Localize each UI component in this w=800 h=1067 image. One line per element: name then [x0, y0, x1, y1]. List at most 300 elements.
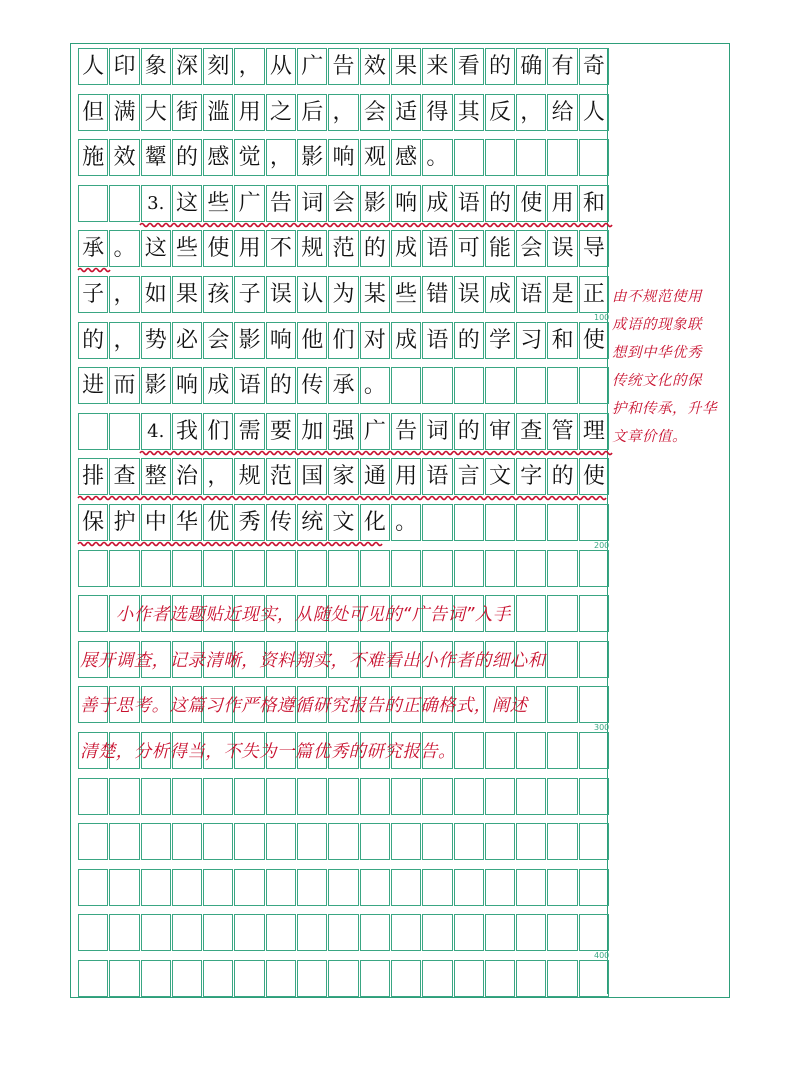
grid-cell: 传 — [266, 504, 296, 541]
grid-row — [78, 550, 610, 587]
grid-cell — [516, 960, 546, 997]
grid-cell: 强 — [328, 413, 358, 450]
grid-cell — [297, 960, 327, 997]
grid-row — [78, 504, 610, 541]
grid-cell: 词 — [297, 185, 327, 222]
grid-cell: 。 — [391, 504, 421, 541]
grid-cell: 文 — [485, 458, 515, 495]
grid-cell — [422, 914, 452, 951]
grid-cell — [579, 914, 609, 951]
grid-cell: 承 — [78, 230, 108, 267]
grid-cell — [172, 778, 202, 815]
grid-cell: ， — [203, 458, 233, 495]
grid-cell: 广 — [360, 413, 390, 450]
grid-cell — [579, 960, 609, 997]
grid-cell — [516, 504, 546, 541]
grid-cell — [234, 960, 264, 997]
grid-cell: 秀 — [234, 504, 264, 541]
grid-cell: 使 — [516, 185, 546, 222]
grid-cell: ， — [266, 139, 296, 176]
grid-cell: 些 — [391, 276, 421, 313]
grid-cell — [391, 367, 421, 404]
grid-cell — [328, 778, 358, 815]
grid-cell — [328, 823, 358, 860]
grid-cell — [547, 960, 577, 997]
grid-cell: 是 — [547, 276, 577, 313]
grid-cell: 言 — [454, 458, 484, 495]
grid-cell — [172, 869, 202, 906]
grid-cell — [328, 869, 358, 906]
grid-cell — [547, 778, 577, 815]
grid-cell: 的 — [360, 230, 390, 267]
grid-cell: 的 — [485, 185, 515, 222]
grid-cell: 优 — [203, 504, 233, 541]
grid-cell — [579, 823, 609, 860]
grid-cell — [78, 914, 108, 951]
grid-cell — [454, 504, 484, 541]
grid-cell — [516, 869, 546, 906]
grid-cell: 的 — [266, 367, 296, 404]
grid-cell: 人 — [579, 94, 609, 131]
grid-cell — [485, 550, 515, 587]
grid-cell: 滥 — [203, 94, 233, 131]
grid-cell — [516, 823, 546, 860]
teacher-comment-line: 小作者选题贴近现实，从随处可见的“广告词”入手 — [80, 605, 511, 625]
grid-cell — [547, 823, 577, 860]
grid-cell — [547, 139, 577, 176]
grid-cell: 他 — [297, 322, 327, 359]
grid-cell — [485, 960, 515, 997]
grid-cell: 们 — [328, 322, 358, 359]
grid-cell: 整 — [141, 458, 171, 495]
grid-cell — [422, 823, 452, 860]
grid-cell: 广 — [234, 185, 264, 222]
grid-cell — [172, 550, 202, 587]
grid-cell: 确 — [516, 48, 546, 85]
grid-cell — [328, 960, 358, 997]
grid-cell: 使 — [579, 458, 609, 495]
grid-cell: 成 — [485, 276, 515, 313]
grid-cell: ， — [328, 94, 358, 131]
grid-cell — [422, 869, 452, 906]
grid-row — [78, 322, 610, 359]
grid-cell: 理 — [579, 413, 609, 450]
grid-row — [78, 185, 610, 222]
grid-cell: 护 — [109, 504, 139, 541]
grid-cell: 深 — [172, 48, 202, 85]
grid-cell: 和 — [579, 185, 609, 222]
grid-cell: 3. — [141, 185, 171, 222]
grid-cell: 反 — [485, 94, 515, 131]
grid-cell: 字 — [516, 458, 546, 495]
grid-row — [78, 823, 610, 860]
grid-cell: 传 — [297, 367, 327, 404]
grid-cell: 必 — [172, 322, 202, 359]
grid-cell — [516, 139, 546, 176]
char-counter: 400 — [594, 951, 610, 960]
grid-cell — [109, 778, 139, 815]
grid-row — [78, 641, 610, 678]
grid-cell: 果 — [172, 276, 202, 313]
grid-cell — [203, 823, 233, 860]
grid-cell — [485, 823, 515, 860]
grid-cell: 觉 — [234, 139, 264, 176]
margin-comment-line: 传统文化的保 — [612, 373, 702, 389]
grid-cell — [172, 914, 202, 951]
grid-cell — [78, 869, 108, 906]
grid-cell — [141, 914, 171, 951]
grid-cell — [78, 778, 108, 815]
grid-cell: 成 — [391, 230, 421, 267]
char-counter: 300 — [594, 723, 610, 732]
grid-row — [78, 686, 610, 723]
grid-cell: 颦 — [141, 139, 171, 176]
grid-cell — [297, 823, 327, 860]
grid-cell — [234, 550, 264, 587]
grid-cell: 。 — [422, 139, 452, 176]
grid-cell: 感 — [203, 139, 233, 176]
grid-cell: 人 — [78, 48, 108, 85]
grid-cell: 对 — [360, 322, 390, 359]
grid-cell: 街 — [172, 94, 202, 131]
grid-cell — [297, 778, 327, 815]
grid-cell: 统 — [297, 504, 327, 541]
grid-cell: 规 — [234, 458, 264, 495]
grid-cell: 而 — [109, 367, 139, 404]
grid-cell: 后 — [297, 94, 327, 131]
grid-cell: 规 — [297, 230, 327, 267]
margin-comment — [612, 283, 722, 451]
grid-row — [78, 595, 610, 632]
grid-cell — [547, 367, 577, 404]
grid-cell: 通 — [360, 458, 390, 495]
grid-row — [78, 869, 610, 906]
grid-cell — [454, 367, 484, 404]
grid-cell — [579, 550, 609, 587]
grid-cell: 些 — [203, 185, 233, 222]
margin-comment-line: 护和传承，升华 — [612, 401, 717, 417]
grid-cell — [547, 504, 577, 541]
grid-cell: 的 — [454, 322, 484, 359]
grid-cell — [297, 869, 327, 906]
grid-cell: 用 — [391, 458, 421, 495]
margin-comment-line: 想到中华优秀 — [612, 345, 702, 361]
grid-cell: 成 — [203, 367, 233, 404]
grid-cell — [422, 367, 452, 404]
grid-cell: 导 — [579, 230, 609, 267]
grid-cell — [391, 914, 421, 951]
grid-cell: 不 — [266, 230, 296, 267]
grid-row — [78, 276, 610, 313]
grid-cell — [109, 914, 139, 951]
grid-cell: 国 — [297, 458, 327, 495]
margin-comment-line: 成语的现象联 — [612, 317, 702, 333]
grid-cell: 语 — [516, 276, 546, 313]
grid-cell: 象 — [141, 48, 171, 85]
grid-cell: 用 — [547, 185, 577, 222]
grid-cell — [234, 823, 264, 860]
grid-cell: 势 — [141, 322, 171, 359]
grid-cell: 们 — [203, 413, 233, 450]
grid-cell: 看 — [454, 48, 484, 85]
grid-cell — [579, 869, 609, 906]
grid-cell — [454, 869, 484, 906]
grid-cell: 这 — [141, 230, 171, 267]
grid-cell: 的 — [547, 458, 577, 495]
grid-cell: 为 — [328, 276, 358, 313]
grid-cell: 排 — [78, 458, 108, 495]
grid-cell: 成 — [422, 185, 452, 222]
grid-cell — [297, 550, 327, 587]
grid-cell: 效 — [360, 48, 390, 85]
grid-cell: 误 — [266, 276, 296, 313]
grid-cell: 会 — [203, 322, 233, 359]
grid-cell: 施 — [78, 139, 108, 176]
grid-cell — [360, 869, 390, 906]
grid-cell — [579, 367, 609, 404]
grid-cell: 孩 — [203, 276, 233, 313]
grid-cell: 影 — [297, 139, 327, 176]
grid-cell — [141, 960, 171, 997]
grid-cell: ， — [109, 322, 139, 359]
grid-cell: 承 — [328, 367, 358, 404]
grid-cell: 语 — [422, 458, 452, 495]
grid-cell: 误 — [547, 230, 577, 267]
margin-comment-line: 文章价值。 — [612, 429, 687, 445]
grid-cell: 用 — [234, 230, 264, 267]
grid-cell: 得 — [422, 94, 452, 131]
char-counter: 100 — [594, 313, 610, 322]
grid-cell — [109, 185, 139, 222]
grid-cell — [78, 185, 108, 222]
grid-cell: 要 — [266, 413, 296, 450]
grid-cell: 保 — [78, 504, 108, 541]
grid-cell — [579, 778, 609, 815]
char-counter: 200 — [594, 541, 610, 550]
grid-cell: 进 — [78, 367, 108, 404]
grid-cell — [547, 550, 577, 587]
grid-cell: 影 — [234, 322, 264, 359]
grid-cell — [266, 550, 296, 587]
grid-cell — [203, 914, 233, 951]
grid-cell — [454, 823, 484, 860]
grid-cell — [141, 778, 171, 815]
grid-cell — [203, 960, 233, 997]
grid-cell — [109, 550, 139, 587]
grid-cell — [485, 778, 515, 815]
grid-cell — [328, 914, 358, 951]
grid-cell: 治 — [172, 458, 202, 495]
grid-cell: 给 — [547, 94, 577, 131]
grid-row — [78, 732, 610, 769]
grid-cell: 奇 — [579, 48, 609, 85]
grid-cell: 来 — [422, 48, 452, 85]
grid-cell — [172, 960, 202, 997]
grid-cell — [454, 778, 484, 815]
grid-cell — [454, 914, 484, 951]
grid-cell: 4. — [141, 413, 171, 450]
grid-cell — [547, 869, 577, 906]
grid-row — [78, 914, 610, 951]
grid-cell — [266, 914, 296, 951]
grid-cell — [391, 778, 421, 815]
grid-cell — [547, 914, 577, 951]
grid-cell: 满 — [109, 94, 139, 131]
grid-cell — [516, 778, 546, 815]
grid-cell: 观 — [360, 139, 390, 176]
grid-cell: 这 — [172, 185, 202, 222]
grid-cell: 影 — [360, 185, 390, 222]
grid-cell — [203, 550, 233, 587]
grid-cell: 但 — [78, 94, 108, 131]
grid-cell: 影 — [141, 367, 171, 404]
grid-cell — [516, 367, 546, 404]
grid-row — [78, 139, 610, 176]
grid-cell: 用 — [234, 94, 264, 131]
grid-cell: 之 — [266, 94, 296, 131]
grid-cell: 子 — [78, 276, 108, 313]
grid-cell — [391, 823, 421, 860]
teacher-comment-line: 清楚，分析得当，不失为一篇优秀的研究报告。 — [80, 742, 456, 762]
grid-cell — [485, 869, 515, 906]
grid-row — [78, 413, 610, 450]
grid-cell — [579, 504, 609, 541]
grid-cell: 语 — [234, 367, 264, 404]
grid-cell — [78, 960, 108, 997]
grid-cell — [109, 413, 139, 450]
grid-cell: 我 — [172, 413, 202, 450]
teacher-comment-line: 善于思考。这篇习作严格遵循研究报告的正确格式，阐述 — [80, 696, 528, 716]
grid-cell — [78, 550, 108, 587]
grid-row — [78, 48, 610, 85]
grid-cell — [391, 869, 421, 906]
grid-cell — [297, 914, 327, 951]
teacher-comment-line: 展开调查，记录清晰，资料翔实，不难看出小作者的细心和 — [80, 651, 546, 671]
grid-cell: 响 — [391, 185, 421, 222]
grid-row — [78, 960, 610, 997]
grid-cell: 审 — [485, 413, 515, 450]
grid-cell — [203, 869, 233, 906]
grid-cell: ， — [516, 94, 546, 131]
grid-cell: 的 — [454, 413, 484, 450]
grid-cell: 告 — [266, 185, 296, 222]
grid-cell — [78, 413, 108, 450]
grid-cell: 。 — [109, 230, 139, 267]
grid-cell: 和 — [547, 322, 577, 359]
writing-grid — [78, 48, 610, 994]
grid-cell: 大 — [141, 94, 171, 131]
grid-row — [78, 367, 610, 404]
grid-cell: 范 — [266, 458, 296, 495]
grid-cell: 认 — [297, 276, 327, 313]
grid-cell — [109, 960, 139, 997]
grid-cell: 有 — [547, 48, 577, 85]
grid-cell — [516, 914, 546, 951]
grid-cell: 刻 — [203, 48, 233, 85]
grid-cell: 使 — [203, 230, 233, 267]
grid-cell: 查 — [109, 458, 139, 495]
grid-cell: 适 — [391, 94, 421, 131]
grid-cell: 查 — [516, 413, 546, 450]
grid-cell — [422, 504, 452, 541]
grid-cell: 如 — [141, 276, 171, 313]
grid-cell — [485, 367, 515, 404]
grid-cell: 范 — [328, 230, 358, 267]
margin-comment-line: 由不规范使用 — [612, 289, 702, 305]
grid-cell: 加 — [297, 413, 327, 450]
grid-cell: 语 — [422, 322, 452, 359]
grid-cell: 效 — [109, 139, 139, 176]
grid-cell: ， — [234, 48, 264, 85]
grid-cell — [266, 823, 296, 860]
grid-cell: 正 — [579, 276, 609, 313]
grid-cell — [172, 823, 202, 860]
grid-cell — [422, 550, 452, 587]
grid-cell: 家 — [328, 458, 358, 495]
grid-cell — [141, 823, 171, 860]
grid-cell: 。 — [360, 367, 390, 404]
grid-cell — [454, 139, 484, 176]
grid-cell: 响 — [266, 322, 296, 359]
grid-cell: 能 — [485, 230, 515, 267]
grid-cell: 文 — [328, 504, 358, 541]
grid-cell — [234, 914, 264, 951]
grid-cell — [485, 504, 515, 541]
grid-cell — [516, 550, 546, 587]
grid-cell: 的 — [485, 48, 515, 85]
grid-cell — [391, 550, 421, 587]
grid-cell — [109, 823, 139, 860]
grid-cell: 从 — [266, 48, 296, 85]
grid-cell: 广 — [297, 48, 327, 85]
grid-cell: 语 — [422, 230, 452, 267]
grid-row — [78, 230, 610, 267]
grid-cell — [328, 550, 358, 587]
grid-cell: 会 — [516, 230, 546, 267]
grid-cell — [203, 778, 233, 815]
grid-cell: 印 — [109, 48, 139, 85]
grid-cell — [454, 550, 484, 587]
grid-cell: 化 — [360, 504, 390, 541]
grid-cell — [422, 960, 452, 997]
grid-cell — [422, 778, 452, 815]
grid-cell: 其 — [454, 94, 484, 131]
grid-cell: 使 — [579, 322, 609, 359]
grid-cell: 子 — [234, 276, 264, 313]
grid-cell: 错 — [422, 276, 452, 313]
grid-cell — [360, 823, 390, 860]
grid-cell — [454, 960, 484, 997]
grid-cell: 果 — [391, 48, 421, 85]
grid-cell — [266, 869, 296, 906]
grid-row — [78, 458, 610, 495]
grid-cell: 习 — [516, 322, 546, 359]
grid-cell: 管 — [547, 413, 577, 450]
grid-cell — [360, 914, 390, 951]
grid-cell: 语 — [454, 185, 484, 222]
grid-cell — [266, 778, 296, 815]
grid-cell: 词 — [422, 413, 452, 450]
grid-cell: 响 — [328, 139, 358, 176]
grid-cell: 响 — [172, 367, 202, 404]
grid-cell: 某 — [360, 276, 390, 313]
grid-row — [78, 94, 610, 131]
grid-cell — [485, 914, 515, 951]
grid-row — [78, 778, 610, 815]
grid-cell — [234, 778, 264, 815]
grid-cell: 会 — [360, 94, 390, 131]
grid-cell — [78, 823, 108, 860]
